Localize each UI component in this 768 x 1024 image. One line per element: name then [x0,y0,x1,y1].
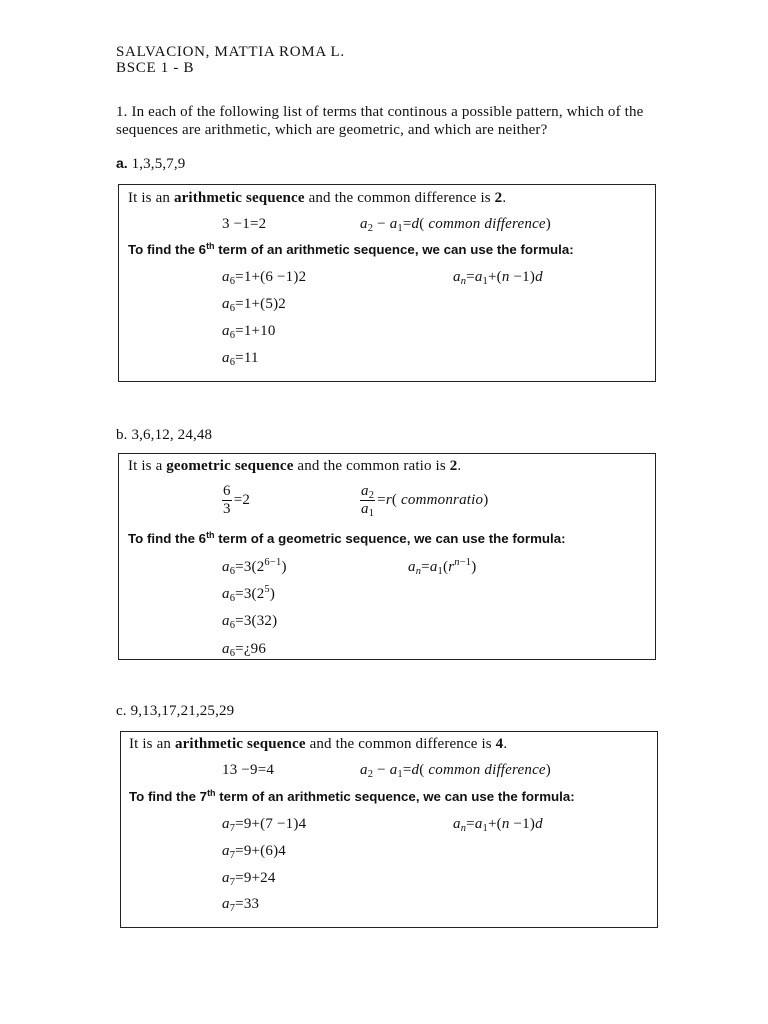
fraction [360,483,375,518]
statement-text: and the common ratio is [293,458,450,474]
part-label: c. [116,703,127,719]
work-step [222,558,287,576]
part-b-answer-box [118,453,656,660]
math-text: =¿96 [235,641,267,657]
statement-text: . [502,190,507,206]
work-step [222,842,286,860]
ratio-check [222,482,250,518]
part-c-answer-box [120,731,658,928]
work-step [222,268,306,286]
statement-text: It is a [128,458,167,474]
math-text: = [421,559,430,575]
math-variable: a [222,586,230,602]
math-text: = [377,492,386,508]
math-text: =3(32) [235,613,278,629]
intro-text: term of an arithmetic sequence, we can use the formula: [214,242,574,257]
math-text: =3(2 [235,586,265,602]
question-text: 1. In each of the following list of terms that continous a possible pattern, which of the sequences are arithmetic, which are geometric, and which are neither? [116,104,644,138]
math-text: ( [442,559,449,575]
work-step [222,895,259,913]
sequence-terms: 9,13,17,21,25,29 [130,703,235,719]
common-ratio-value: 2 [449,458,458,474]
math-variable: common difference [424,762,546,778]
math-subscript: 6 [229,593,236,604]
math-variable: d [535,269,543,285]
math-variable: a [453,816,461,832]
sequence-statement [129,735,507,753]
math-subscript: 2 [367,769,374,780]
math-text: =1+(5)2 [235,296,286,312]
fraction [222,483,232,518]
math-subscript: 6 [229,357,236,368]
math-text: +( [487,816,502,832]
math-superscript: 6−1 [264,557,282,568]
fraction-denominator [222,501,232,518]
math-variable: a [361,500,369,517]
general-formula [453,815,543,833]
math-variable: d [411,762,420,778]
fraction-denominator [360,501,375,518]
math-subscript: 7 [229,850,236,861]
intro-text: To find the 7 [129,789,208,804]
math-text: 3 [223,500,231,517]
math-text: − [373,216,390,232]
math-text: 3 −1=2 [222,216,267,232]
intro-ordinal-suffix: th [207,788,216,798]
math-variable: a [453,269,461,285]
math-text: ) [483,492,489,508]
math-subscript: 1 [482,823,488,834]
math-superscript: −1 [459,557,472,568]
work-step [222,295,286,313]
sequence-type: arithmetic sequence [174,736,306,752]
math-variable: common difference [424,216,546,232]
math-variable: a [474,269,483,285]
student-section: BSCE 1 - B [116,60,195,76]
math-text: = [402,762,412,778]
math-text: ( [391,492,398,508]
formula-intro [129,788,575,806]
formula-intro [128,241,574,259]
math-variable: a [408,559,416,575]
math-text: ( [419,216,425,232]
work-step [222,349,259,367]
statement-text: and the common difference is [304,190,495,206]
intro-ordinal-suffix: th [206,530,215,540]
part-label: a. [116,155,128,171]
math-variable: a [222,816,230,832]
math-text: =1+(6 −1)2 [235,269,307,285]
math-superscript: 5 [264,584,270,595]
fraction-numerator [360,483,375,501]
difference-check [222,215,266,233]
math-superscript: n [454,557,460,568]
math-subscript: 1 [368,507,375,519]
math-text: =33 [235,896,260,912]
math-variable: a [222,350,230,366]
math-variable: a [474,816,483,832]
difference-definition [360,215,551,233]
math-variable: a [222,323,230,339]
part-b-heading [116,426,212,444]
math-variable: a [389,762,398,778]
work-step [222,640,266,658]
part-a-answer-box [118,184,656,382]
math-variable: n [501,269,510,285]
intro-text: term of an arithmetic sequence, we can use the formula: [215,789,575,804]
math-text: −1) [509,816,536,832]
sequence-terms: 3,6,12, 24,48 [131,427,213,443]
sequence-statement [128,457,461,475]
fraction-numerator [222,483,232,501]
math-variable: a [360,762,368,778]
math-text: 13 −9=4 [222,762,275,778]
math-subscript: 6 [229,276,236,287]
statement-text: and the common difference is [305,736,496,752]
math-subscript: 1 [397,769,403,780]
statement-text: . [503,736,508,752]
math-variable: a [222,843,230,859]
math-text: ) [269,586,276,602]
math-variable: a [429,559,438,575]
math-variable: commonratio [397,492,484,508]
math-text: − [373,762,390,778]
math-subscript: 1 [397,223,403,234]
work-step [222,585,275,603]
math-subscript: 6 [229,566,236,577]
statement-text: . [457,458,462,474]
math-text: =1+10 [235,323,276,339]
math-subscript: 7 [229,903,236,914]
common-difference-value: 4 [495,736,504,752]
work-step [222,869,276,887]
math-subscript: 2 [367,223,374,234]
math-text: +( [487,269,502,285]
math-subscript: 7 [229,877,236,888]
statement-text: It is an [128,190,174,206]
math-variable: r [448,559,455,575]
math-text: = [402,216,412,232]
statement-text: It is an [129,736,175,752]
math-variable: a [222,641,230,657]
part-c-heading [116,702,234,720]
sequence-type: geometric sequence [166,458,294,474]
math-variable: a [222,870,230,886]
intro-text: term of a geometric sequence, we can use the formula: [214,531,566,546]
sequence-type: arithmetic sequence [173,190,305,206]
sequence-statement [128,189,506,207]
math-text: 6 [223,482,231,499]
work-step [222,815,306,833]
formula-intro [128,530,566,548]
intro-ordinal-suffix: th [206,241,215,251]
math-variable: a [222,269,230,285]
math-variable: d [535,816,543,832]
math-subscript: 6 [229,620,236,631]
math-text: ) [545,762,551,778]
student-name: SALVACION, MATTIA ROMA L. [116,44,345,60]
intro-text: To find the 6 [128,242,207,257]
math-text: =2 [233,492,251,508]
math-text: = [466,269,475,285]
math-variable: a [389,216,398,232]
difference-check [222,761,274,779]
math-text: =9+24 [235,870,276,886]
math-text: =9+(6)4 [235,843,286,859]
math-text: =11 [235,350,259,366]
intro-text: To find the 6 [128,531,207,546]
math-subscript: 6 [229,330,236,341]
math-text: = [466,816,475,832]
math-subscript: 2 [368,489,375,501]
math-text: =9+(7 −1)4 [235,816,307,832]
math-subscript: n [460,823,467,834]
math-variable: d [411,216,420,232]
math-subscript: 1 [437,566,443,577]
math-text: ) [545,216,551,232]
general-formula [408,558,476,576]
difference-definition [360,761,551,779]
math-variable: r [385,492,392,508]
math-variable: a [222,896,230,912]
sequence-terms: 1,3,5,7,9 [131,156,186,172]
math-variable: a [361,482,369,499]
math-subscript: n [415,566,422,577]
math-subscript: 6 [229,303,236,314]
math-variable: n [501,816,510,832]
math-variable: a [222,559,230,575]
math-text: ) [471,559,477,575]
work-step [222,612,277,630]
math-subscript: n [460,276,467,287]
part-a-heading [116,154,185,173]
work-step [222,322,276,340]
math-subscript: 6 [229,648,236,659]
math-text: ( [419,762,425,778]
math-subscript: 7 [229,823,236,834]
math-variable: a [360,216,368,232]
math-subscript: 1 [482,276,488,287]
math-text: =3(2 [235,559,265,575]
math-variable: a [222,296,230,312]
math-text: ) [281,559,287,575]
common-difference-value: 2 [494,190,503,206]
general-formula [453,268,543,286]
math-variable: a [222,613,230,629]
math-text: −1) [509,269,536,285]
part-label: b. [116,427,128,443]
ratio-definition [360,482,488,518]
